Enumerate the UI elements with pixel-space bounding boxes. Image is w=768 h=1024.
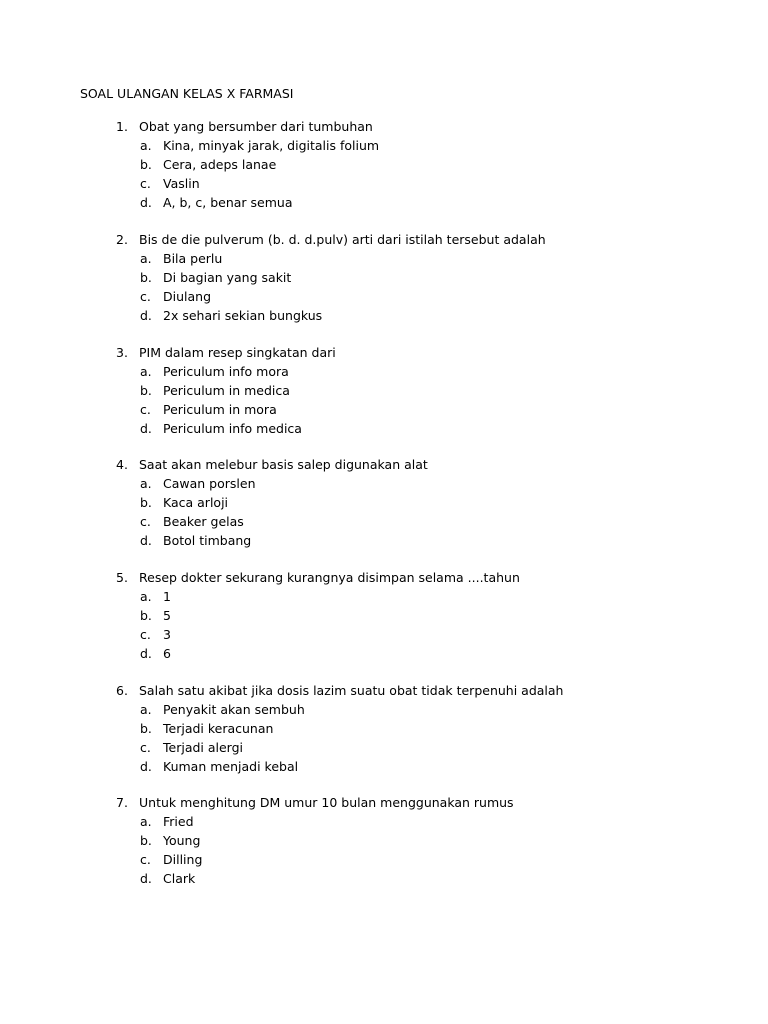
option-text: Terjadi keracunan bbox=[163, 721, 274, 736]
option-letter: d. bbox=[140, 871, 152, 886]
option-letter: b. bbox=[140, 157, 152, 172]
question-6 bbox=[0, 681, 768, 776]
option-c bbox=[0, 512, 768, 531]
option-letter: d. bbox=[140, 759, 152, 774]
option-d bbox=[0, 193, 768, 212]
option-text: Dilling bbox=[163, 852, 203, 867]
question-text: Saat akan melebur basis salep digunakan alat bbox=[139, 457, 428, 472]
option-text: Botol timbang bbox=[163, 533, 252, 548]
option-text: Kina, minyak jarak, digitalis folium bbox=[163, 138, 380, 153]
option-b bbox=[0, 268, 768, 287]
option-text: Beaker gelas bbox=[163, 514, 244, 529]
question-number: 3. bbox=[116, 345, 128, 360]
question-number: 1. bbox=[116, 119, 128, 134]
option-text: Periculum in medica bbox=[163, 383, 290, 398]
option-b bbox=[0, 606, 768, 625]
option-a bbox=[0, 136, 768, 155]
question-4 bbox=[0, 455, 768, 550]
question-line bbox=[0, 455, 768, 474]
option-text: Bila perlu bbox=[163, 251, 223, 266]
option-text: Di bagian yang sakit bbox=[163, 270, 292, 285]
question-5 bbox=[0, 568, 768, 663]
option-a bbox=[0, 587, 768, 606]
question-line bbox=[0, 681, 768, 700]
option-a bbox=[0, 700, 768, 719]
option-letter: a. bbox=[140, 702, 152, 717]
option-letter: c. bbox=[140, 176, 151, 191]
question-3 bbox=[0, 343, 768, 438]
option-letter: a. bbox=[140, 251, 152, 266]
option-c bbox=[0, 400, 768, 419]
option-letter: c. bbox=[140, 852, 151, 867]
option-letter: c. bbox=[140, 402, 151, 417]
option-b bbox=[0, 155, 768, 174]
question-text: Salah satu akibat jika dosis lazim suatu obat tidak terpenuhi adalah bbox=[139, 683, 564, 698]
option-d bbox=[0, 531, 768, 550]
question-line bbox=[0, 568, 768, 587]
option-letter: a. bbox=[140, 138, 152, 153]
option-letter: b. bbox=[140, 495, 152, 510]
option-text: 2x sehari sekian bungkus bbox=[163, 308, 323, 323]
question-text: Obat yang bersumber dari tumbuhan bbox=[139, 119, 373, 134]
option-c bbox=[0, 287, 768, 306]
option-text: 6 bbox=[163, 646, 171, 661]
option-text: Kaca arloji bbox=[163, 495, 229, 510]
option-text: Fried bbox=[163, 814, 194, 829]
option-letter: a. bbox=[140, 814, 152, 829]
option-letter: c. bbox=[140, 740, 151, 755]
option-a bbox=[0, 249, 768, 268]
option-text: Periculum info mora bbox=[163, 364, 289, 379]
option-a bbox=[0, 474, 768, 493]
option-text: Diulang bbox=[163, 289, 212, 304]
option-letter: d. bbox=[140, 646, 152, 661]
option-a bbox=[0, 812, 768, 831]
question-1 bbox=[0, 117, 768, 212]
question-line bbox=[0, 230, 768, 249]
option-c bbox=[0, 625, 768, 644]
option-d bbox=[0, 306, 768, 325]
option-text: Young bbox=[163, 833, 201, 848]
option-text: 3 bbox=[163, 627, 171, 642]
option-text: Vaslin bbox=[163, 176, 200, 191]
option-text: Penyakit akan sembuh bbox=[163, 702, 305, 717]
question-7 bbox=[0, 793, 768, 888]
question-number: 2. bbox=[116, 232, 128, 247]
option-letter: a. bbox=[140, 589, 152, 604]
option-letter: d. bbox=[140, 195, 152, 210]
question-text: Untuk menghitung DM umur 10 bulan menggunakan rumus bbox=[139, 795, 514, 810]
option-letter: d. bbox=[140, 533, 152, 548]
option-text: Kuman menjadi kebal bbox=[163, 759, 299, 774]
question-number: 7. bbox=[116, 795, 128, 810]
option-letter: d. bbox=[140, 421, 152, 436]
option-letter: b. bbox=[140, 833, 152, 848]
option-text: Cawan porslen bbox=[163, 476, 256, 491]
option-text: A, b, c, benar semua bbox=[163, 195, 293, 210]
option-letter: a. bbox=[140, 476, 152, 491]
question-line bbox=[0, 117, 768, 136]
option-b bbox=[0, 831, 768, 850]
option-text: Periculum in mora bbox=[163, 402, 277, 417]
option-a bbox=[0, 362, 768, 381]
option-letter: b. bbox=[140, 608, 152, 623]
option-text: Clark bbox=[163, 871, 196, 886]
question-number: 5. bbox=[116, 570, 128, 585]
option-c bbox=[0, 850, 768, 869]
option-letter: a. bbox=[140, 364, 152, 379]
option-b bbox=[0, 493, 768, 512]
option-text: 1 bbox=[163, 589, 171, 604]
question-line bbox=[0, 793, 768, 812]
option-c bbox=[0, 174, 768, 193]
option-text: Terjadi alergi bbox=[163, 740, 244, 755]
option-text: Periculum info medica bbox=[163, 421, 302, 436]
option-letter: b. bbox=[140, 383, 152, 398]
question-text: Resep dokter sekurang kurangnya disimpan selama ....tahun bbox=[139, 570, 520, 585]
option-letter: c. bbox=[140, 514, 151, 529]
question-text: PIM dalam resep singkatan dari bbox=[139, 345, 336, 360]
option-c bbox=[0, 738, 768, 757]
option-text: 5 bbox=[163, 608, 171, 623]
option-d bbox=[0, 869, 768, 888]
option-letter: b. bbox=[140, 721, 152, 736]
question-2 bbox=[0, 230, 768, 325]
option-text: Cera, adeps lanae bbox=[163, 157, 277, 172]
question-line bbox=[0, 343, 768, 362]
option-letter: c. bbox=[140, 289, 151, 304]
option-d bbox=[0, 644, 768, 663]
option-d bbox=[0, 419, 768, 438]
option-letter: c. bbox=[140, 627, 151, 642]
option-b bbox=[0, 719, 768, 738]
option-d bbox=[0, 757, 768, 776]
question-text: Bis de die pulverum (b. d. d.pulv) arti dari istilah tersebut adalah bbox=[139, 232, 546, 247]
question-number: 4. bbox=[116, 457, 128, 472]
option-letter: d. bbox=[140, 308, 152, 323]
option-letter: b. bbox=[140, 270, 152, 285]
question-number: 6. bbox=[116, 683, 128, 698]
option-b bbox=[0, 381, 768, 400]
document-title: SOAL ULANGAN KELAS X FARMASI bbox=[80, 86, 294, 101]
